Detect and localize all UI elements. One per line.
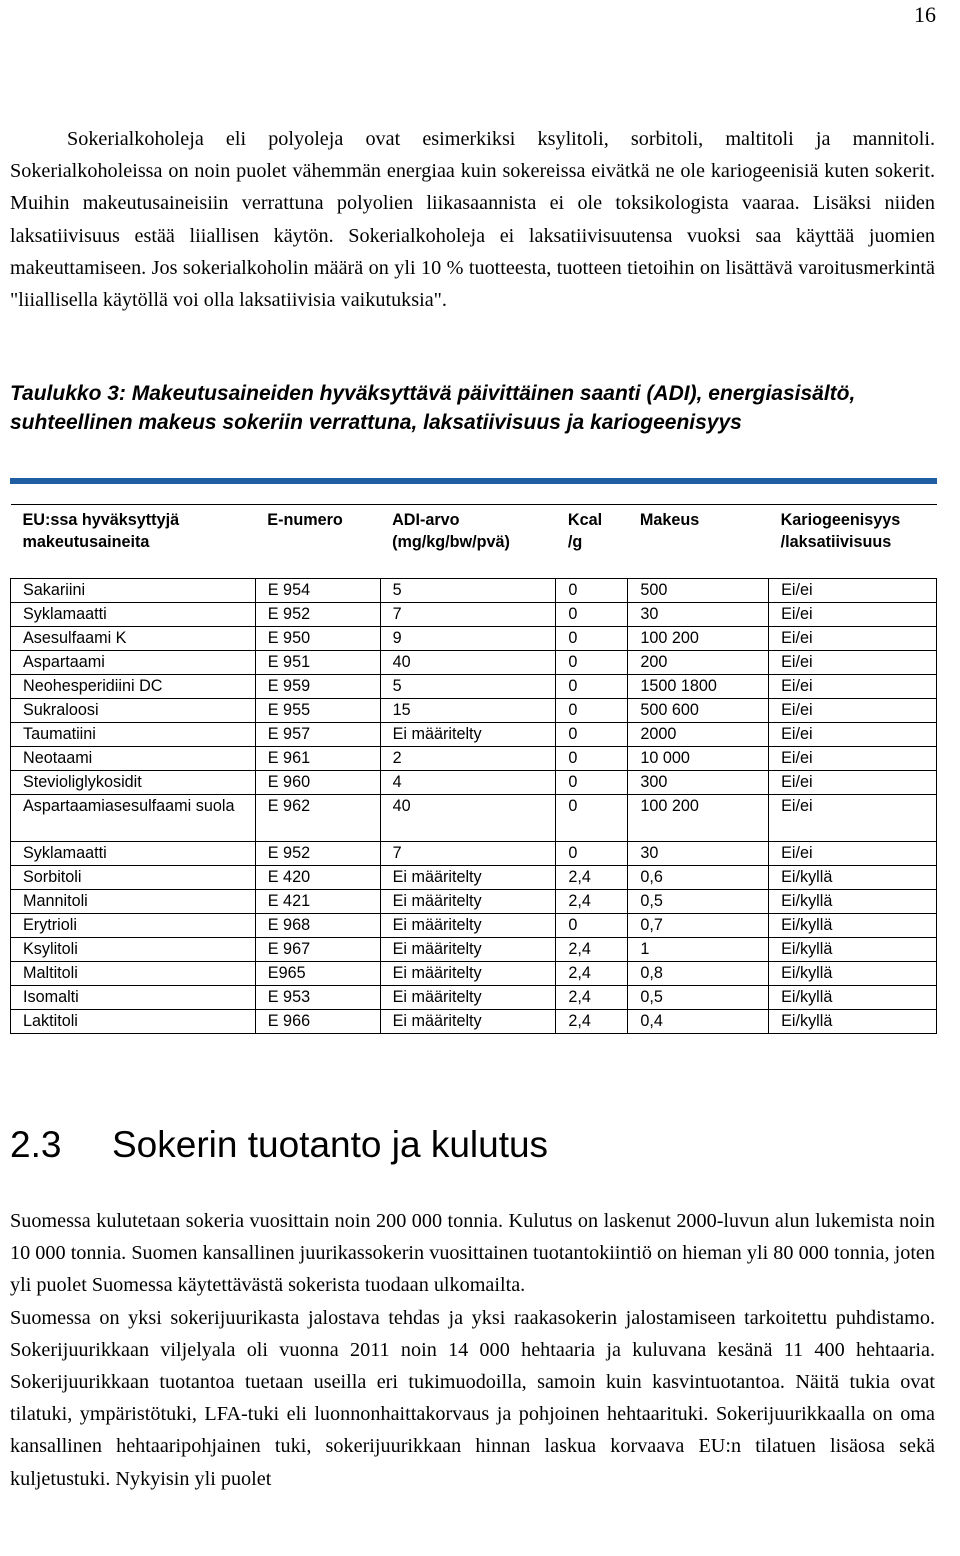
cell-sweetener: Stevioliglykosidit [11,771,256,795]
body-paragraph-consumption: Suomessa kulutetaan sokeria vuosittain noin 200 000 tonnia. Kulutus on laskenut 2000-luvun alun lukemista noin 10 000 tonnia. Suomen kansallinen juurikassokerin vuosittainen tuotantokiintiö on hieman yli 80 000 tonnia, joten yli puolet Suomessa käytettävästä sokerista tuodaan ulkomailta. [10,1210,935,1297]
cell-adi: Ei määritelty [380,914,556,938]
cell-e-number: E 950 [255,627,380,651]
cell-cariogenicity: Ei/ei [769,579,937,603]
header-kcal: Kcal /g [556,505,628,579]
cell-cariogenicity: Ei/ei [769,842,937,866]
cell-adi: 7 [380,842,556,866]
cell-cariogenicity: Ei/ei [769,603,937,627]
table-row [11,699,937,723]
section-title: Sokerin tuotanto ja kulutus [112,1124,549,1165]
cell-e-number: E 952 [255,842,380,866]
section-number: 2.3 [10,1124,62,1165]
cell-kcal: 2,4 [556,962,628,986]
cell-sweetness: 0,7 [628,914,769,938]
cell-sweetener: Aspartaamiasesulfaami suola [11,795,256,842]
caption-divider [10,478,937,484]
cell-cariogenicity: Ei/ei [769,627,937,651]
cell-e-number: E 420 [255,866,380,890]
cell-adi: Ei määritelty [380,866,556,890]
cell-cariogenicity: Ei/kyllä [769,1010,937,1034]
table-row [11,890,937,914]
cell-cariogenicity: Ei/ei [769,771,937,795]
table-row [11,914,937,938]
table-row [11,579,937,603]
cell-sweetness: 1500 1800 [628,675,769,699]
cell-cariogenicity: Ei/ei [769,723,937,747]
cell-sweetness: 500 600 [628,699,769,723]
cell-e-number: E 959 [255,675,380,699]
cell-adi: 40 [380,651,556,675]
cell-adi: 40 [380,795,556,842]
table-caption: Taulukko 3: Makeutusaineiden hyväksyttävä päivittäinen saanti (ADI), energiasisältö, suhteellinen makeus sokeriin verrattuna, laksatiivisuus ja kariogeenisyys [10,382,856,434]
cell-adi: Ei määritelty [380,1010,556,1034]
cell-cariogenicity: Ei/kyllä [769,890,937,914]
cell-kcal: 0 [556,795,628,842]
body-paragraph-polyols: Sokerialkoholeja eli polyoleja ovat esimerkiksi ksylitoli, sorbitoli, maltitoli ja mannitoli. Sokerialkoholeissa on noin puolet vähemmän energiaa kuin sokereissa eivätkä ne ole kariogeenisiä kuten sokerit. Muihin makeutusaineisiin verrattuna polyolien liikasaannista ei ole toksikologista vaaraa. Lisäksi niiden laksatiivisuus estää liiallisen käytön. Sokerialkoholeja ei laksatiivisuutensa vuoksi saa käyttää juomien makeuttamiseen. Jos sokerialkoholin määrä on yli 10 % tuotteesta, tuotteen tietoihin on lisättävä varoitusmerkintä "liiallisella käytöllä voi olla laksatiivisia vaikutuksia". [10,128,935,312]
cell-sweetness: 100 200 [628,627,769,651]
cell-sweetener: Asesulfaami K [11,627,256,651]
cell-e-number: E 421 [255,890,380,914]
cell-sweetness: 0,5 [628,890,769,914]
cell-kcal: 2,4 [556,986,628,1010]
cell-sweetener: Maltitoli [11,962,256,986]
cell-adi: Ei määritelty [380,938,556,962]
cell-cariogenicity: Ei/ei [769,747,937,771]
cell-sweetener: Erytrioli [11,914,256,938]
table-row [11,723,937,747]
cell-kcal: 0 [556,699,628,723]
cell-adi: 5 [380,675,556,699]
table-header-row [11,505,937,579]
sweeteners-table [10,504,937,1034]
cell-sweetness: 30 [628,603,769,627]
cell-sweetness: 0,6 [628,866,769,890]
page-number: 16 [914,2,936,27]
cell-adi: 2 [380,747,556,771]
cell-kcal: 0 [556,771,628,795]
cell-sweetener: Mannitoli [11,890,256,914]
header-adi: ADI-arvo (mg/kg/bw/pvä) [380,505,556,579]
cell-kcal: 0 [556,914,628,938]
cell-e-number: E 952 [255,603,380,627]
cell-cariogenicity: Ei/kyllä [769,938,937,962]
cell-sweetener: Laktitoli [11,1010,256,1034]
cell-sweetness: 200 [628,651,769,675]
cell-sweetness: 2000 [628,723,769,747]
cell-e-number: E 955 [255,699,380,723]
cell-sweetener: Neotaami [11,747,256,771]
cell-e-number: E 966 [255,1010,380,1034]
cell-sweetness: 0,8 [628,962,769,986]
cell-cariogenicity: Ei/ei [769,675,937,699]
cell-e-number: E 962 [255,795,380,842]
table-row [11,938,937,962]
cell-sweetness: 100 200 [628,795,769,842]
cell-cariogenicity: Ei/kyllä [769,962,937,986]
cell-adi: 4 [380,771,556,795]
cell-kcal: 0 [556,842,628,866]
body-text-sugar [10,1205,935,1495]
table-row [11,747,937,771]
cell-sweetener: Sukraloosi [11,699,256,723]
cell-e-number: E 957 [255,723,380,747]
table-row [11,866,937,890]
table-row [11,962,937,986]
cell-kcal: 2,4 [556,890,628,914]
cell-sweetness: 30 [628,842,769,866]
header-sweetener: EU:ssa hyväksyttyjä makeutusaineita [11,505,256,579]
header-e-number: E-numero [255,505,380,579]
cell-sweetener: Syklamaatti [11,842,256,866]
table-row [11,771,937,795]
cell-adi: Ei määritelty [380,986,556,1010]
body-paragraph-production: Suomessa on yksi sokerijuurikasta jalostava tehdas ja yksi raakasokerin jalostamiseen tarkoitettu puhdistamo. Sokerijuurikkaan viljelyala oli vuonna 2011 noin 14 000 hehtaaria ja kuluvana kesänä 11 400 hehtaaria. Sokerijuurikkaan tuotantoa tuetaan useilla eri tukimuodoilla, samoin kuin kasvintuotantoa. Näitä tukia ovat tilatuki, ympäristötuki, LFA-tuki eli luonnonhaittakorvaus ja pohjoinen hehtaarituki. Sokerijuurikkaalla on oma kansallinen hehtaaripohjainen tuki, sokerijuurikkaan hinnan laskua korvaava EU:n tilatuen lisäosa sekä kuljetustuki. Nykyisin yli puolet [10,1306,935,1490]
cell-sweetener: Sorbitoli [11,866,256,890]
cell-adi: Ei määritelty [380,962,556,986]
section-heading [10,1120,548,1170]
cell-cariogenicity: Ei/ei [769,795,937,842]
cell-sweetener: Taumatiini [11,723,256,747]
header-cariogenicity: Kariogeenisyys /laksatiivisuus [769,505,937,579]
cell-e-number: E 951 [255,651,380,675]
cell-cariogenicity: Ei/kyllä [769,866,937,890]
cell-sweetness: 300 [628,771,769,795]
cell-sweetness: 0,4 [628,1010,769,1034]
cell-cariogenicity: Ei/kyllä [769,914,937,938]
cell-e-number: E 953 [255,986,380,1010]
cell-kcal: 0 [556,651,628,675]
cell-cariogenicity: Ei/kyllä [769,986,937,1010]
cell-sweetener: Ksylitoli [11,938,256,962]
cell-kcal: 2,4 [556,866,628,890]
cell-adi: 7 [380,603,556,627]
table-row [11,651,937,675]
cell-kcal: 0 [556,627,628,651]
table-row [11,675,937,699]
cell-cariogenicity: Ei/ei [769,699,937,723]
cell-sweetener: Isomalti [11,986,256,1010]
cell-adi: 5 [380,579,556,603]
cell-sweetness: 10 000 [628,747,769,771]
cell-kcal: 0 [556,603,628,627]
cell-sweetener: Neohesperidiini DC [11,675,256,699]
cell-adi: Ei määritelty [380,890,556,914]
table-body [11,579,937,1034]
cell-sweetener: Syklamaatti [11,603,256,627]
cell-e-number: E965 [255,962,380,986]
cell-kcal: 0 [556,579,628,603]
cell-kcal: 2,4 [556,1010,628,1034]
cell-cariogenicity: Ei/ei [769,651,937,675]
cell-kcal: 0 [556,675,628,699]
cell-sweetness: 500 [628,579,769,603]
cell-e-number: E 967 [255,938,380,962]
cell-kcal: 0 [556,723,628,747]
cell-e-number: E 968 [255,914,380,938]
table-row [11,986,937,1010]
table-row [11,627,937,651]
cell-sweetener: Sakariini [11,579,256,603]
cell-sweetness: 1 [628,938,769,962]
cell-adi: Ei määritelty [380,723,556,747]
table-row [11,603,937,627]
cell-sweetness: 0,5 [628,986,769,1010]
cell-e-number: E 954 [255,579,380,603]
cell-sweetener: Aspartaami [11,651,256,675]
cell-kcal: 0 [556,747,628,771]
table-row [11,795,937,842]
cell-e-number: E 961 [255,747,380,771]
table-row [11,1010,937,1034]
header-sweetness: Makeus [628,505,769,579]
cell-kcal: 2,4 [556,938,628,962]
cell-adi: 9 [380,627,556,651]
cell-e-number: E 960 [255,771,380,795]
table-row [11,842,937,866]
cell-adi: 15 [380,699,556,723]
